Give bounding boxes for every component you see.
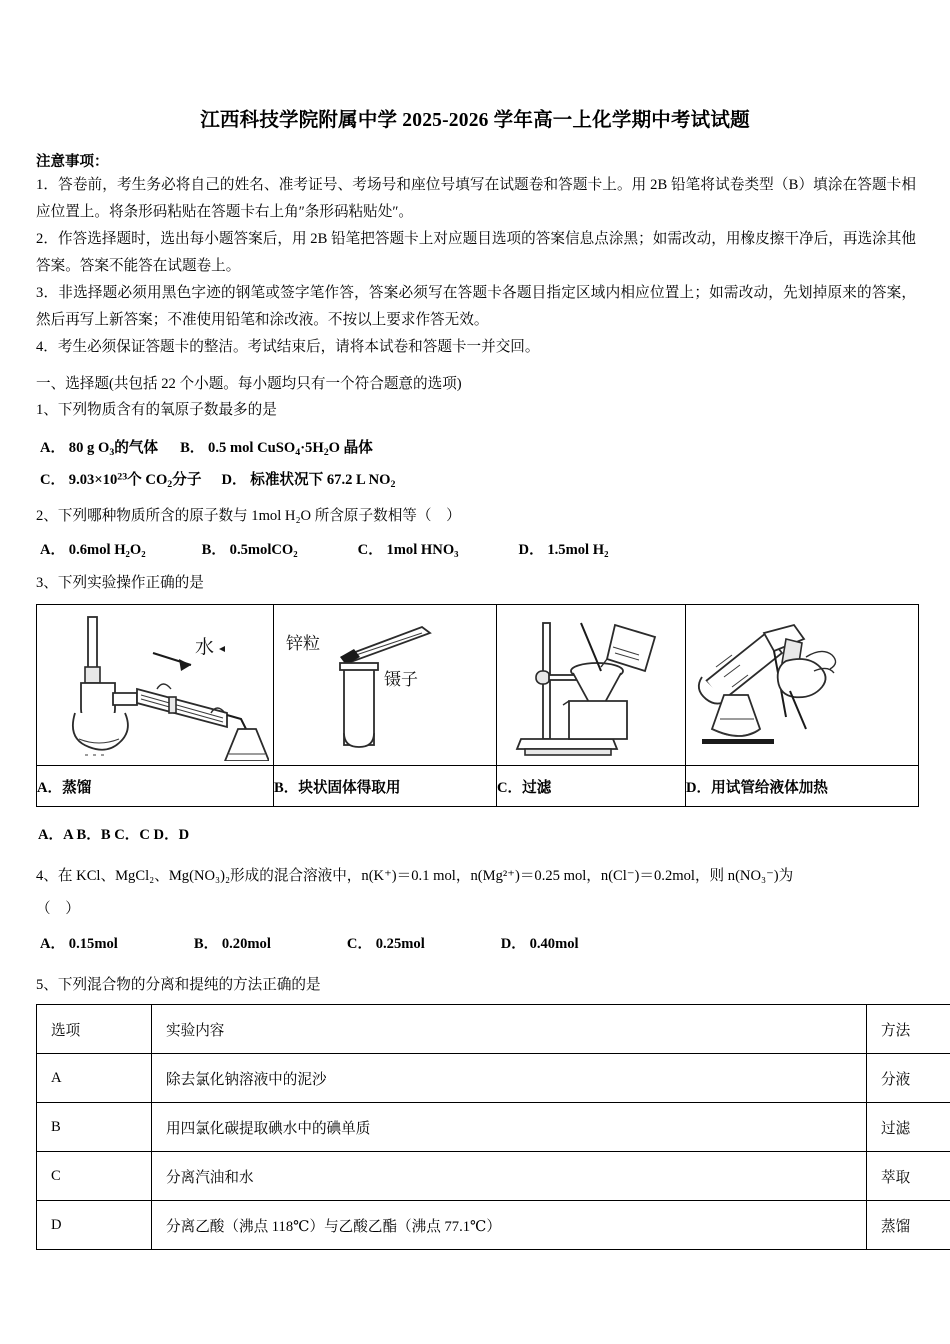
question-3-stem: 下列实验操作正确的是 xyxy=(57,575,204,591)
question-4-stem-line-1: 在 KCl、MgCl₂、Mg(NO₃)₂形成的混合溶液中，n(K⁺)＝0.1 mol，n(Mg²⁺)＝0.25 mol，n(Cl⁻)＝0.2mol，则 n(NO₃⁻)为 xyxy=(57,868,794,884)
question-4 xyxy=(36,862,916,890)
question-1-options-row-2 xyxy=(40,468,920,490)
option-4a[interactable]: A． 0.15mol xyxy=(40,936,118,952)
question-5-number: 5、 xyxy=(36,977,58,993)
question-1-stem: 下列物质含有的氧原子数最多的是 xyxy=(57,402,277,418)
header-option: 选项 xyxy=(37,1005,152,1054)
option-1b[interactable]: B． 0.5 mol $CuSO_4\cdot 5H_2O$ 晶体 xyxy=(180,440,373,458)
table-row xyxy=(37,1054,950,1103)
notice-list xyxy=(36,172,916,361)
experiment-figure-table xyxy=(36,604,919,807)
option-2c[interactable]: C． 1mol HNO₃ xyxy=(357,542,459,558)
section-heading: 一、选择题(共包括 22 个小题。每小题均只有一个符合题意的选项) xyxy=(36,376,462,392)
heating-test-tube-icon xyxy=(686,606,918,764)
svg-text:水: 水 xyxy=(195,636,215,658)
notice-item-1: 1．答卷前，考生务必将自己的姓名、准考证号、考场号和座位号填写在试题卷和答题卡上。用 2B 铅笔将试卷类型（B）填涂在答题卡相应位置上。将条形码粘贴在答题卡右上角″条形码粘贴处″。 xyxy=(36,177,916,220)
figure-cell-b xyxy=(274,605,497,766)
distillation-apparatus-icon xyxy=(37,606,273,764)
option-1a[interactable]: A． 80 g $O_3$的气体 xyxy=(40,440,159,458)
row-a-method: 分液 xyxy=(867,1054,950,1103)
table-header-row xyxy=(37,1005,950,1054)
option-1d[interactable]: D． 标准状况下 67.2 L $NO_2$ xyxy=(221,472,396,490)
row-a-option: A xyxy=(37,1054,152,1103)
table-row xyxy=(37,1103,950,1152)
notice-item-4: 4．考生必须保证答题卡的整洁。考试结束后，请将本试卷和答题卡一并交回。 xyxy=(36,339,540,355)
option-4b[interactable]: B． 0.20mol xyxy=(193,936,271,952)
figure-label-b: B．块状固体得取用 xyxy=(274,766,497,807)
table-row xyxy=(37,1152,950,1201)
question-2-options xyxy=(40,538,920,559)
header-method: 方法 xyxy=(867,1005,950,1054)
option-2a[interactable]: A． 0.6mol H₂O₂ xyxy=(40,542,146,558)
option-4c[interactable]: C． 0.25mol xyxy=(346,936,425,952)
figure-label-d: D．用试管给液体加热 xyxy=(686,766,919,807)
figure-cell-d xyxy=(686,605,919,766)
option-1c[interactable]: C． $9.03\times 10^{23}$个 $CO_2$分子 xyxy=(40,471,202,490)
question-5-stem: 下列混合物的分离和提纯的方法正确的是 xyxy=(57,977,321,993)
row-b-method: 过滤 xyxy=(867,1103,950,1152)
row-b-content: 用四氯化碳提取碘水中的碘单质 xyxy=(152,1103,867,1152)
figure-label-c: C．过滤 xyxy=(497,766,686,807)
question-1 xyxy=(36,397,916,423)
question-4-stem-line-2: （ ） xyxy=(36,901,80,917)
figure-row xyxy=(37,605,919,766)
question-5 xyxy=(36,972,916,998)
filtration-stand-icon xyxy=(497,606,685,764)
option-2d[interactable]: D． 1.5mol H₂ xyxy=(518,542,609,558)
question-4-options xyxy=(40,932,920,953)
separation-methods-table xyxy=(36,1004,950,1250)
figure-label-a: A．蒸馏 xyxy=(37,766,274,807)
header-content: 实验内容 xyxy=(152,1005,867,1054)
question-2 xyxy=(36,503,916,529)
notice-item-3: 3．非选择题必须用黑色字迹的钢笔或签字笔作答，答案必须写在答题卡各题目指定区域内相应位置上；如需改动，先划掉原来的答案，然后再写上新答案；不准使用铅笔和涂改液。不按以上要求作答无效。 xyxy=(36,285,916,328)
figure-label-row xyxy=(37,766,919,807)
figure-cell-c xyxy=(497,605,686,766)
notice-item-2: 2．作答选择题时，选出每小题答案后，用 2B 铅笔把答题卡上对应题目选项的答案信息点涂黑；如需改动，用橡皮擦干净后，再选涂其他答案。答案不能答在试题卷上。 xyxy=(36,231,916,274)
svg-text:镊子: 镊子 xyxy=(384,670,418,690)
row-c-option: C xyxy=(37,1152,152,1201)
question-1-number: 1、 xyxy=(36,402,58,418)
question-2-stem: 下列哪种物质所含的原子数与 1mol H₂O 所含原子数相等（ ） xyxy=(57,508,461,524)
row-d-method: 蒸馏 xyxy=(867,1201,950,1250)
question-3-number: 3、 xyxy=(36,575,58,591)
table-row xyxy=(37,1201,950,1250)
test-tube-tweezers-icon xyxy=(274,606,496,764)
page-title: 江西科技学院附属中学 2025-2026 学年高一上化学期中考试试题 xyxy=(200,110,750,131)
option-4d[interactable]: D． 0.40mol xyxy=(500,936,579,952)
figure-cell-a xyxy=(37,605,274,766)
option-2b[interactable]: B． 0.5molCO₂ xyxy=(201,542,298,558)
notice-heading: 注意事项： xyxy=(36,154,109,170)
row-b-option: B xyxy=(37,1103,152,1152)
question-1-options-row-1 xyxy=(40,436,920,458)
row-d-option: D xyxy=(37,1201,152,1250)
svg-text:锌粒: 锌粒 xyxy=(286,634,320,654)
row-c-content: 分离汽油和水 xyxy=(152,1152,867,1201)
row-c-method: 萃取 xyxy=(867,1152,950,1201)
question-4-number: 4、 xyxy=(36,868,58,884)
question-3 xyxy=(36,570,916,596)
row-d-content: 分离乙酸（沸点 118℃）与乙酸乙酯（沸点 77.1℃） xyxy=(152,1201,867,1250)
question-2-number: 2、 xyxy=(36,508,58,524)
row-a-content: 除去氯化钠溶液中的泥沙 xyxy=(152,1054,867,1103)
question-3-answer-options[interactable]: A．A B．B C．C D．D xyxy=(38,827,190,843)
